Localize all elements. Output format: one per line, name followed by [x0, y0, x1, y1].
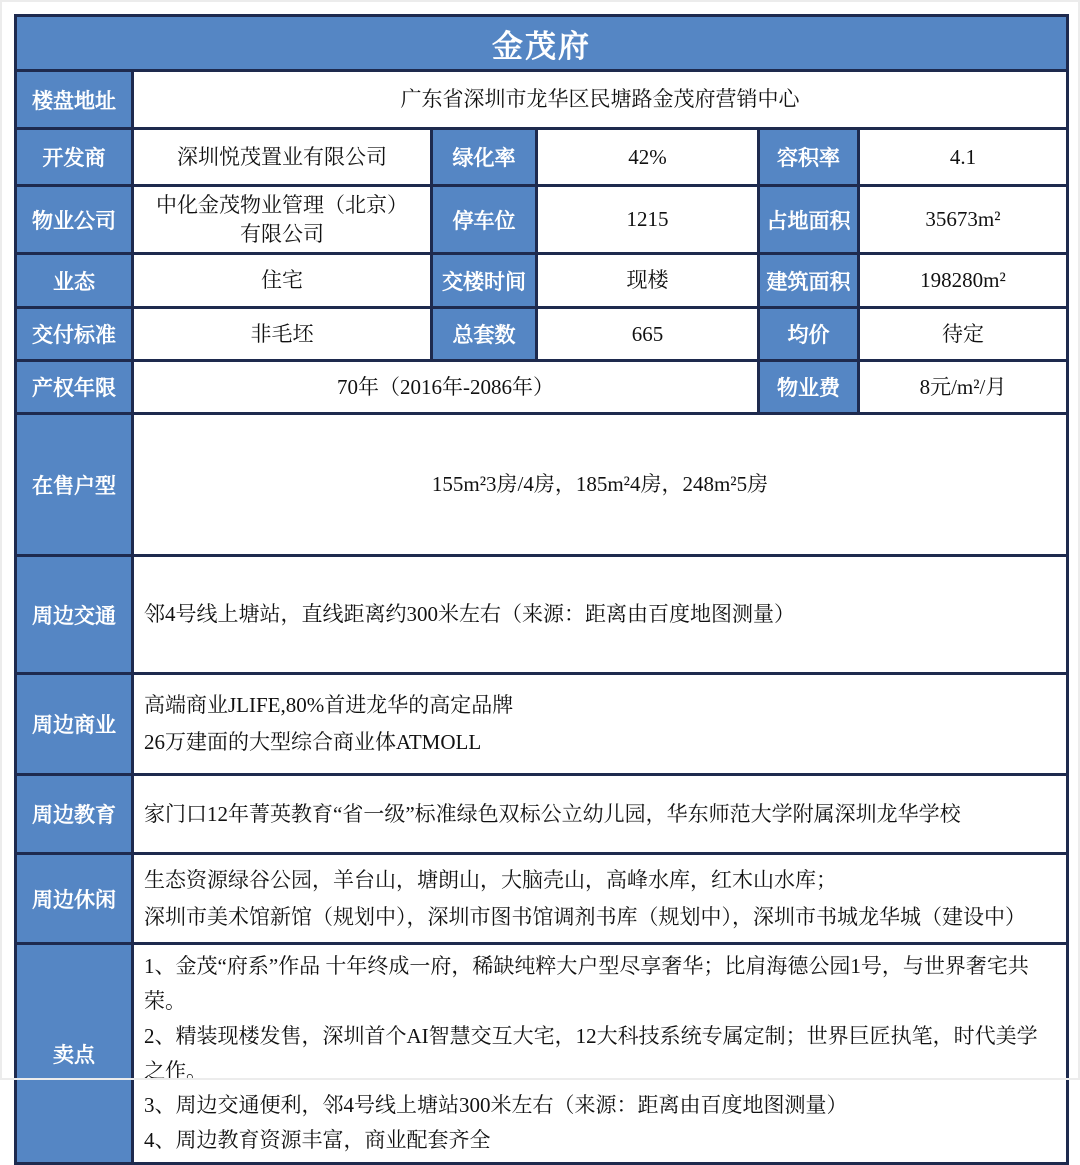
nearby-education-label: 周边教育	[16, 775, 133, 854]
delivery-standard-value: 非毛坯	[133, 308, 432, 361]
total-units-label: 总套数	[432, 308, 537, 361]
property-fee-label: 物业费	[759, 361, 859, 414]
delivery-time-label: 交楼时间	[432, 254, 537, 308]
tenure-value: 70年（2016年-2086年）	[133, 361, 759, 414]
nearby-leisure-line1: 生态资源绿谷公园，羊台山，塘朗山，大脑壳山，高峰水库，红木山水库；	[144, 867, 837, 892]
nearby-education-row	[16, 775, 1068, 854]
average-price-value: 待定	[859, 308, 1068, 361]
average-price-label: 均价	[759, 308, 859, 361]
delivery-standard-label: 交付标准	[16, 308, 133, 361]
parking-value: 1215	[537, 186, 759, 254]
nearby-leisure-value	[133, 854, 1068, 944]
selling-points-value	[133, 944, 1068, 1164]
property-company-label: 物业公司	[16, 186, 133, 254]
selling-point-3: 3、周边交通便利，邻4号线上塘站300米左右（来源：距离由百度地图测量）	[144, 1093, 848, 1118]
page-title: 金茂府	[16, 16, 1068, 71]
property-fee-value: 8元/m²/月	[859, 361, 1068, 414]
nearby-commerce-value	[133, 674, 1068, 775]
nearby-commerce-row	[16, 674, 1068, 775]
selling-point-1: 1、金茂“府系”作品 十年终成一府，稀缺纯粹大户型尽享奢华；比肩海德公园1号，与世界奢宅共荣。	[144, 954, 1029, 1013]
selling-point-2: 2、精装现楼发售，深圳首个AI智慧交互大宅，12大科技系统专属定制；世界巨匠执笔，时代美学之作。	[144, 1023, 1038, 1083]
selling-points-label: 卖点	[16, 944, 133, 1164]
building-area-label: 建筑面积	[759, 254, 859, 308]
address-label: 楼盘地址	[16, 71, 133, 129]
plot-ratio-value: 4.1	[859, 129, 1068, 186]
units-on-sale-row	[16, 414, 1068, 556]
nearby-commerce-label: 周边商业	[16, 674, 133, 775]
nearby-transport-row	[16, 556, 1068, 674]
nearby-transport-label: 周边交通	[16, 556, 133, 674]
land-area-label: 占地面积	[759, 186, 859, 254]
greening-rate-value: 42%	[537, 129, 759, 186]
plot-ratio-label: 容积率	[759, 129, 859, 186]
greening-rate-label: 绿化率	[432, 129, 537, 186]
selling-point-4: 4、周边教育资源丰富，商业配套齐全	[144, 1128, 491, 1153]
delivery-time-value: 现楼	[537, 254, 759, 308]
land-area-value: 35673m²	[859, 186, 1068, 254]
nearby-education-value: 家门口12年菁英教育“省一级”标准绿色双标公立幼儿园，华东师范大学附属深圳龙华学校	[133, 775, 1068, 854]
developer-row	[16, 129, 1068, 186]
address-row	[16, 71, 1068, 129]
address-value: 广东省深圳市龙华区民塘路金茂府营销中心	[133, 71, 1068, 129]
units-on-sale-value: 155m²3房/4房，185m²4房，248m²5房	[133, 414, 1068, 556]
business-format-value: 住宅	[133, 254, 432, 308]
title-row	[16, 16, 1068, 71]
property-company-row	[16, 186, 1068, 254]
nearby-leisure-line2: 深圳市美术馆新馆（规划中），深圳市图书馆调剂书库（规划中），深圳市书城龙华城（建设中）	[144, 904, 1026, 929]
building-area-value: 198280m²	[859, 254, 1068, 308]
tenure-row	[16, 361, 1068, 414]
nearby-commerce-line2: 26万建面的大型综合商业体ATMOLL	[144, 730, 482, 754]
delivery-standard-row	[16, 308, 1068, 361]
units-on-sale-label: 在售户型	[16, 414, 133, 556]
nearby-commerce-line1: 高端商业JLIFE,80%首进龙华的高定品牌	[144, 693, 514, 718]
business-format-row	[16, 254, 1068, 308]
nearby-leisure-row	[16, 854, 1068, 944]
tenure-label: 产权年限	[16, 361, 133, 414]
property-info-table	[14, 14, 1069, 1165]
total-units-value: 665	[537, 308, 759, 361]
business-format-label: 业态	[16, 254, 133, 308]
property-company-value: 中化金茂物业管理（北京）有限公司	[133, 186, 432, 254]
developer-value: 深圳悦茂置业有限公司	[133, 129, 432, 186]
developer-label: 开发商	[16, 129, 133, 186]
nearby-leisure-label: 周边休闲	[16, 854, 133, 944]
selling-points-row	[16, 944, 1068, 1164]
parking-label: 停车位	[432, 186, 537, 254]
nearby-transport-value: 邻4号线上塘站，直线距离约300米左右（来源：距离由百度地图测量）	[133, 556, 1068, 674]
